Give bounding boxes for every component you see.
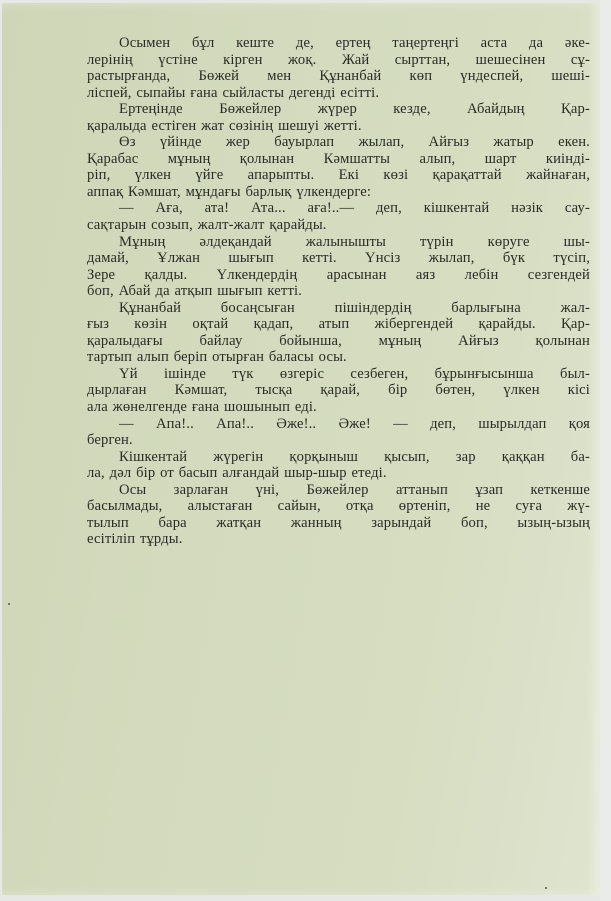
paragraph-9 [87, 449, 590, 482]
text-line: тартып алып беріп отырған баласы осы. [87, 349, 347, 366]
paragraph-2 [87, 101, 590, 134]
paragraph-10 [87, 482, 590, 548]
text-line: ліспей, сыпайы ғана сыйласты дегенді есітті. [87, 84, 380, 101]
book-page [2, 3, 600, 895]
text-line: лерінің үстіне кірген жоқ. Жай сырттан, шешесінен сұ- [87, 51, 590, 68]
page-edge [600, 0, 611, 901]
scan-speck [8, 603, 10, 605]
paragraph-5 [87, 234, 590, 300]
paragraph-3 [87, 134, 590, 200]
text-line: берген. [87, 432, 133, 449]
text-line: Қарабас мұның қолынан Кәмшатты алып, шарт киінді- [87, 150, 590, 167]
text-line: — Аға, ата! Ата... аға!..— деп, кішкентай нәзік сау- [119, 200, 590, 217]
text-line: аппақ Кәмшат, мұндағы барлық үлкендерге: [87, 183, 372, 200]
text-line: Өз үйінде жер бауырлап жылап, Айғыз жатыр екен. [119, 134, 590, 151]
text-line: — Апа!.. Апа!.. Әже!.. Әже! — деп, шырылдап қоя [119, 415, 590, 432]
text-line: тылып бара жатқан жанның зарындай боп, ызың-ызың [87, 514, 590, 531]
paragraph-4 [87, 200, 590, 233]
text-line: дамай, Ұлжан шығып кетті. Үнсіз жылап, бүк түсіп, [87, 250, 590, 267]
text-line: Үй ішінде түк өзгеріс сезбеген, бұрынғысынша был- [119, 365, 590, 382]
text-line: Осы зарлаған үні, Бөжейлер аттанып ұзап кеткенше [119, 481, 590, 498]
page-text [87, 35, 590, 548]
text-line: растырғанда, Бөжей мен Құнанбай көп үндеспей, шеші- [87, 68, 590, 85]
paragraph-6 [87, 300, 590, 366]
text-line: есітіліп тұрды. [87, 531, 183, 548]
text-line: дырлаған Кәмшат, тысқа қарай, бір бөтен, үлкен кісі [87, 382, 590, 399]
text-line: ғыз көзін оқтай қадап, атып жібергендей қарайды. Қар- [87, 316, 590, 333]
scan-speck [545, 887, 547, 889]
paragraph-7 [87, 366, 590, 416]
text-line: ла, дәл бір от басып алғандай шыр-шыр етеді. [87, 465, 387, 482]
text-line: қаралыдағы байлау бойынша, мұның Айғыз қолынан [87, 332, 590, 349]
text-line: басылмады, алыстаған сайын, отқа өртеніп, не суға жү- [87, 498, 590, 515]
text-line: ала жөнелгенде ғана шошынып еді. [87, 399, 317, 416]
text-line: Құнанбай босаңсыған пішіндердің барлығына жал- [119, 299, 590, 316]
text-line: Осымен бұл кеште де, ертең таңертеңгі аста да әке- [119, 35, 590, 51]
paragraph-1 [87, 35, 590, 101]
text-line: Зере қалды. Үлкендердің арасынан аяз лебін сезгендей [87, 266, 590, 283]
text-line: қаралыда естіген жат сөзінің шешуі жетті. [87, 117, 362, 134]
text-line: Мұның әлдеқандай жалынышты түрін көруге шы- [119, 233, 590, 250]
paragraph-8 [87, 416, 590, 449]
text-line: Кішкентай жүрегін қорқыныш қысып, зар қаққан ба- [119, 448, 590, 465]
text-line: ріп, үлкен үйге апарыпты. Екі көзі қарақаттай жайнаған, [87, 167, 590, 184]
text-line: сақтарын созып, жалт-жалт қарайды. [87, 217, 327, 234]
text-line: Ертеңінде Бөжейлер жүрер кезде, Абайдың Қар- [119, 101, 590, 118]
text-line: боп, Абай да атқып шығып кетті. [87, 283, 302, 300]
